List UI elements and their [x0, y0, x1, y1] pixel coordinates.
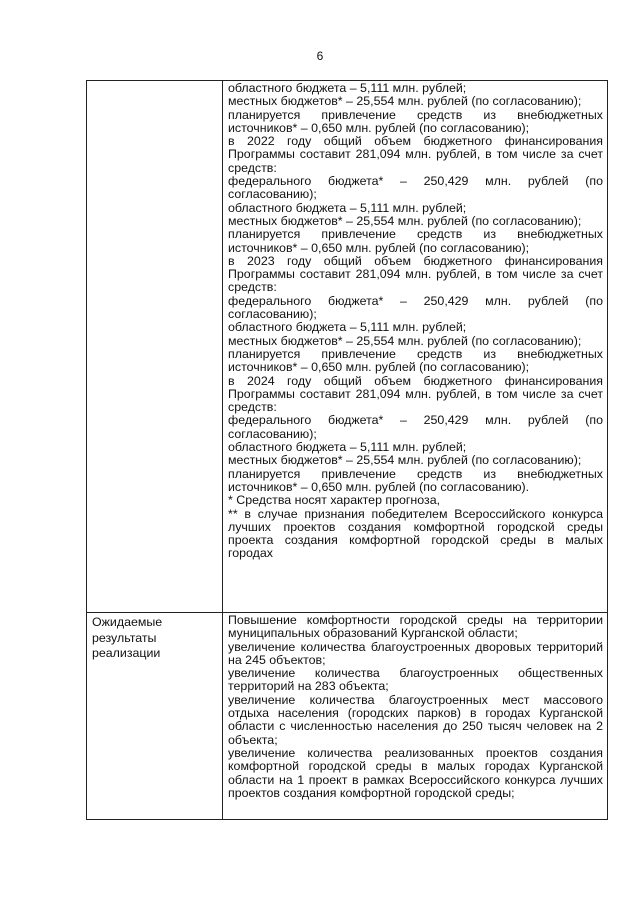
- footnote-line: * Средства носят характер прогноза,: [228, 493, 441, 508]
- funding-line: областного бюджета – 5,111 млн. рублей;: [228, 440, 467, 455]
- results-line: увеличение количества благоустроенных мест массового отдыха населения (городских парков) в городах Курганской области с численностью населения до 250 тысяч человек на 2 объекта;: [228, 692, 603, 747]
- results-label-line: Ожидаемые: [92, 615, 163, 629]
- results-label-line: реализации: [92, 646, 161, 661]
- results-label-cell: [87, 613, 223, 820]
- funding-line: в 2023 году общий объем бюджетного финансирования Программы составит 281,094 млн. рублей, в том числе за счет средств:: [228, 253, 603, 295]
- funding-line: в 2022 году общий объем бюджетного финансирования Программы составит 281,094 млн. рублей, в том числе за счет средств:: [228, 134, 603, 175]
- footnote-line: ** в случае признания победителем Всероссийского конкурса лучших проектов создания комфортной городской среды проекта создания комфортной городской среды в малых городах: [228, 506, 603, 561]
- funding-line: местных бюджетов* – 25,554 млн. рублей (по согласованию);: [228, 94, 582, 109]
- funding-content-cell: [223, 81, 608, 613]
- funding-label-cell: [87, 81, 223, 613]
- table-row-results: [87, 613, 608, 820]
- funding-line: областного бюджета – 5,111 млн. рублей;: [228, 200, 467, 215]
- funding-line: планируется привлечение средств из внебюджетных источников* – 0,650 млн. рублей (по согласованию);: [228, 107, 603, 135]
- results-line: Повышение комфортности городской среды на территории муниципальных образований Курганской области;: [228, 613, 603, 641]
- results-line: увеличение количества благоустроенных общественных территорий на 283 объекта;: [228, 666, 603, 694]
- funding-line: местных бюджетов* – 25,554 млн. рублей (по согласованию);: [228, 453, 582, 468]
- funding-line: планируется привлечение средств из внебюджетных источников* – 0,650 млн. рублей (по согласованию).: [228, 466, 603, 494]
- funding-line: областного бюджета – 5,111 млн. рублей;: [228, 81, 467, 95]
- results-content-cell: [223, 613, 608, 820]
- program-passport-table: [86, 80, 608, 820]
- funding-line: федерального бюджета* – 250,429 млн. рублей (по согласованию);: [228, 174, 603, 202]
- page-number: 6: [316, 49, 324, 63]
- funding-line: местных бюджетов* – 25,554 млн. рублей (по согласованию);: [228, 333, 582, 348]
- table-row-funding: [87, 81, 608, 613]
- results-line: увеличение количества благоустроенных дворовых территорий на 245 объектов;: [228, 639, 603, 667]
- results-line: увеличение количества реализованных проектов создания комфортной городской среды в малых городах Курганской области на 1 проект в рамках Всероссийского конкурса лучших проектов создания комфортной городской среды;: [228, 745, 603, 800]
- funding-line: федерального бюджета* – 250,429 млн. рублей (по согласованию);: [228, 293, 603, 322]
- results-label-line: результаты: [92, 630, 157, 645]
- funding-line: федерального бюджета* – 250,429 млн. рублей (по согласованию);: [228, 413, 603, 441]
- funding-line: в 2024 году общий объем бюджетного финансирования Программы составит 281,094 млн. рублей, в том числе за счет средств:: [228, 373, 603, 415]
- funding-line: планируется привлечение средств из внебюджетных источников* – 0,650 млн. рублей (по согласованию);: [228, 227, 603, 255]
- funding-line: областного бюджета – 5,111 млн. рублей;: [228, 320, 467, 335]
- funding-line: планируется привлечение средств из внебюджетных источников* – 0,650 млн. рублей (по согласованию);: [228, 346, 603, 375]
- funding-line: местных бюджетов* – 25,554 млн. рублей (по согласованию);: [228, 213, 582, 228]
